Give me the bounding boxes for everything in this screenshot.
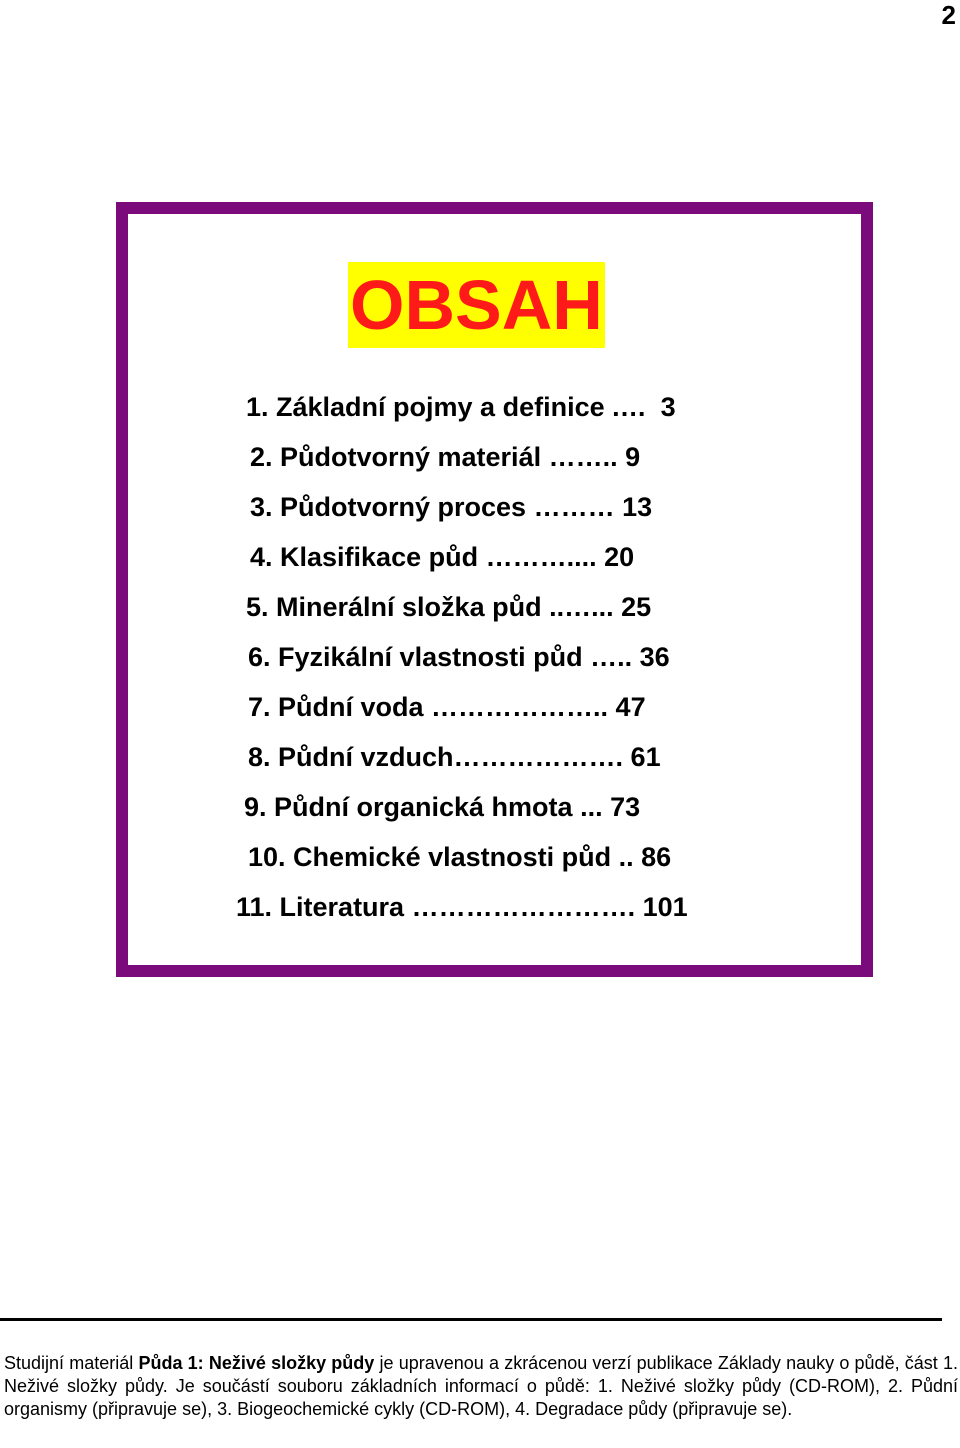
toc-title: OBSAH [348,262,605,348]
toc-entry-page: 20 [604,542,635,572]
footer-note [4,1352,958,1421]
page-number: 2 [941,0,956,30]
toc-entry-leader: …….. [541,442,626,472]
toc-entry-label: 6. Fyzikální vlastnosti půd [248,642,583,672]
toc-entry-label: 2. Půdotvorný materiál [250,442,542,472]
toc-entry-page: 61 [630,742,661,772]
toc-entry-page: 47 [615,692,646,722]
toc-entry-label: 11. Literatura [236,892,405,922]
toc-entry[interactable] [250,489,652,525]
toc-entry-leader: ……….... [478,542,605,572]
toc-entry-leader: ……… [526,492,623,522]
toc-entry-page: 36 [639,642,670,672]
toc-entry-leader: ... [572,792,611,822]
toc-entry-page: 25 [621,592,652,622]
toc-entry-page: 86 [641,842,672,872]
footer-note-title: Půda 1: Neživé složky půdy [138,1353,375,1373]
table-of-contents-frame [116,202,873,977]
toc-entry-leader: ..…... [541,592,622,622]
toc-entry-leader: ….. [582,642,640,672]
toc-entry-leader: .… [604,392,647,422]
toc-entry[interactable] [248,839,671,875]
toc-entry[interactable] [236,889,688,925]
toc-entry[interactable] [248,739,661,775]
footer-note-intro: Studijní materiál [4,1353,139,1373]
toc-entry[interactable] [250,539,634,575]
toc-entry[interactable] [248,639,670,675]
toc-entry-label: 8. Půdní vzduch [248,742,454,772]
toc-entry-label: 1. Základní pojmy a definice [246,392,605,422]
footer-note-body: je upravenou a zkrácenou verzí publikace Základy nauky o půdě, část 1. Neživé složky půdy. Je součástí souboru základních informací o půdě: 1. Neživé složky půdy (CD-ROM), 2. Půdní organismy (připravuje se), 3. Biogeochemické cykly (CD-ROM), 4. Degradace půdy (připravuje se). [4,1353,958,1419]
toc-entry-page: 3 [660,392,676,422]
toc-entry-leader: ……………….. [423,692,616,722]
toc-entry-label: 3. Půdotvorný proces [250,492,527,522]
toc-entry-page: 9 [625,442,641,472]
toc-entry[interactable] [244,789,640,825]
toc-entry-label: 10. Chemické vlastnosti půd [248,842,612,872]
footer-divider [0,1318,942,1321]
toc-entry-page: 13 [622,492,653,522]
toc-entry[interactable] [246,589,651,625]
toc-entry-leader: .. [611,842,642,872]
toc-entry-page: 101 [642,892,688,922]
toc-entry-label: 4. Klasifikace půd [250,542,479,572]
toc-entry-label: 7. Půdní voda [248,692,424,722]
toc-entry-label: 9. Půdní organická hmota [244,792,573,822]
toc-entry[interactable] [250,439,640,475]
toc-entry-leader: ………………. [453,742,631,772]
toc-entry-page: 73 [610,792,641,822]
toc-entry[interactable] [246,389,676,425]
toc-entry-leader: ……………………. [404,892,643,922]
toc-entry[interactable] [248,689,646,725]
toc-entry-label: 5. Minerální složka půd [246,592,542,622]
